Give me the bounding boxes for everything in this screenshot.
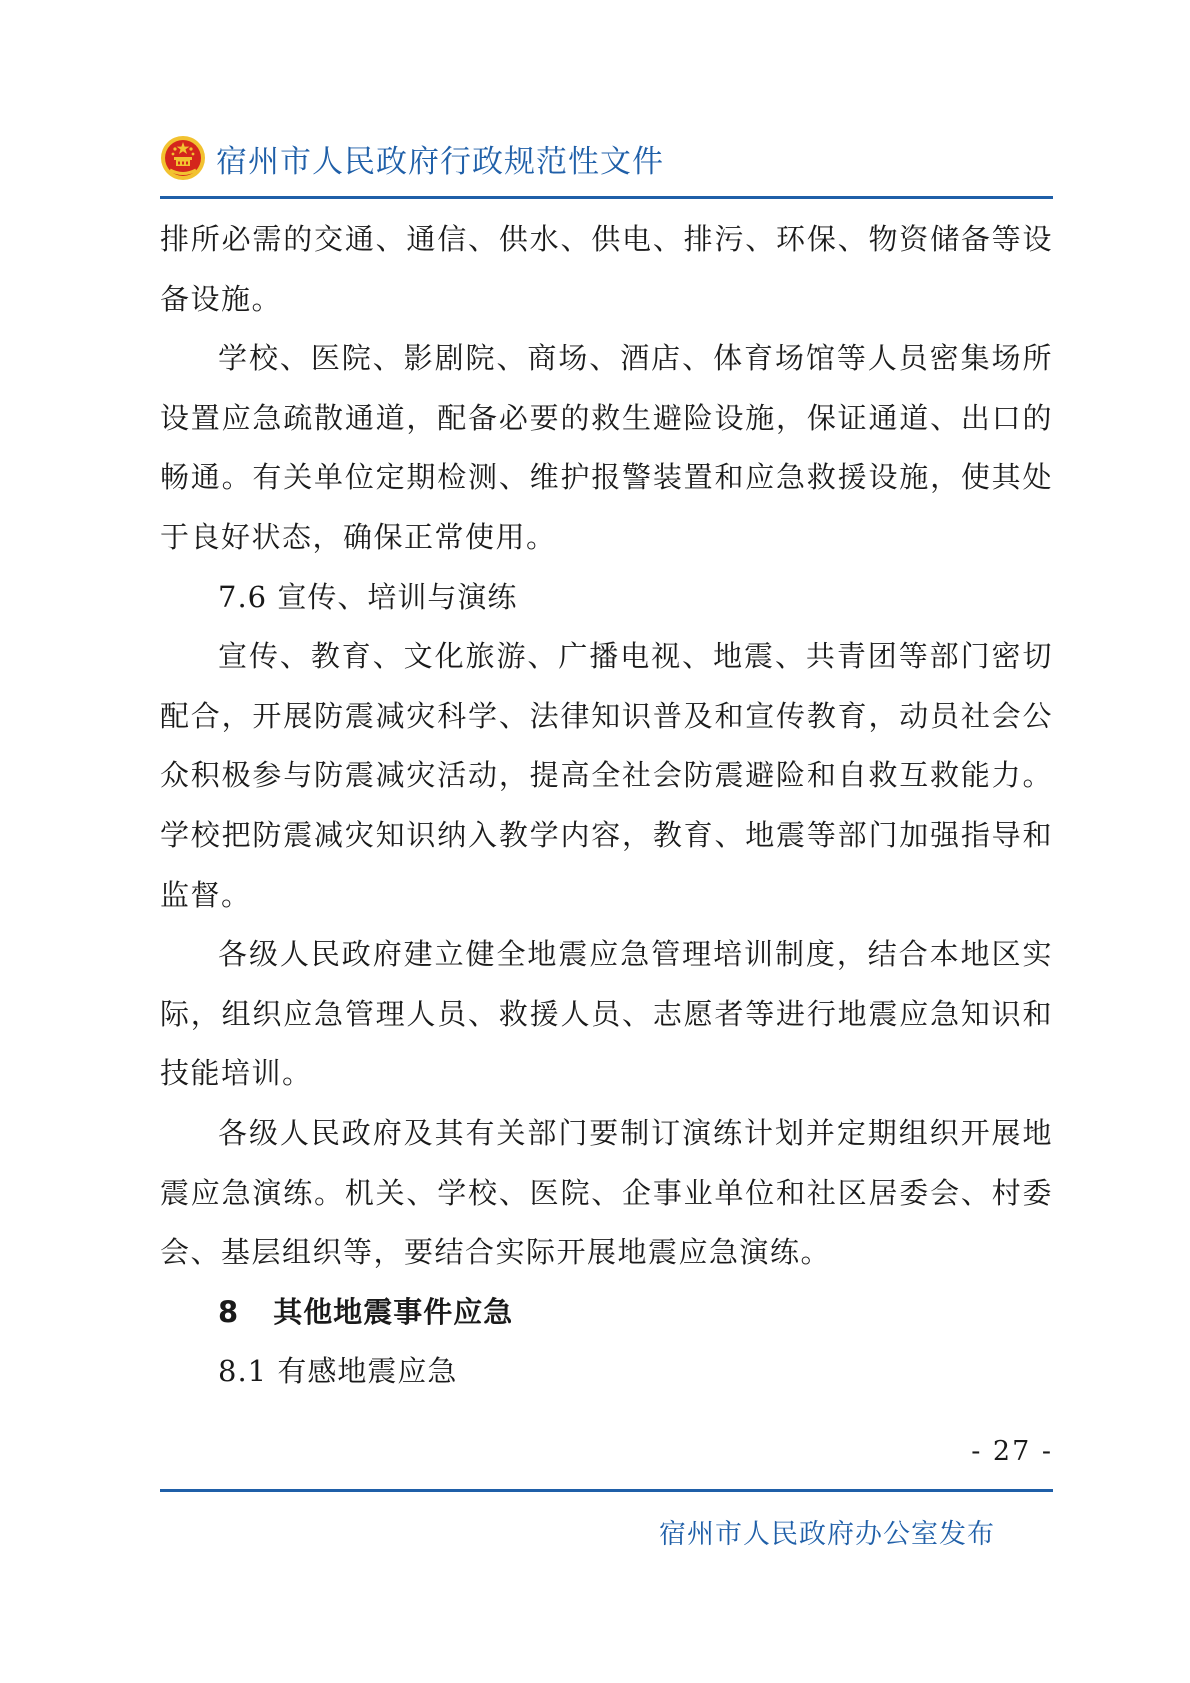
section-heading-7-6: 7.6 宣传、培训与演练 <box>218 579 518 614</box>
chapter-title: 其他地震事件应急 <box>273 1294 514 1329</box>
document-series-title: 宿州市人民政府行政规范性文件 <box>216 143 664 180</box>
chapter-heading-8 <box>160 1283 1053 1343</box>
page-number: - 27 - <box>971 1436 1053 1467</box>
paragraph: 各级人民政府及其有关部门要制订演练计划并定期组织开展地震应急演练。机关、学校、医院、企事业单位和社区居委会、村委会、基层组织等，要结合实际开展地震应急演练。 <box>160 1115 1053 1270</box>
header-divider <box>160 196 1053 199</box>
paragraph: 宣传、教育、文化旅游、广播电视、地震、共青团等部门密切配合，开展防震减灾科学、法律知识普及和宣传教育，动员社会公众积极参与防震减灾活动，提高全社会防震避险和自救互救能力。学校把防震减灾知识纳入教学内容，教育、地震等部门加强指导和监督。 <box>160 639 1053 912</box>
document-header <box>160 128 664 188</box>
paragraph: 学校、医院、影剧院、商场、酒店、体育场馆等人员密集场所设置应急疏散通道，配备必要的救生避险设施，保证通道、出口的畅通。有关单位定期检测、维护报警装置和应急救援设施，使其处于良好状态，确保正常使用。 <box>160 341 1053 554</box>
footer-divider <box>160 1489 1053 1492</box>
national-emblem-icon <box>160 135 206 181</box>
chapter-number: 8 <box>218 1294 240 1329</box>
paragraph: 各级人民政府建立健全地震应急管理培训制度，结合本地区实际，组织应急管理人员、救援人员、志愿者等进行地震应急知识和技能培训。 <box>160 937 1053 1091</box>
publisher-footer: 宿州市人民政府办公室发布 <box>659 1519 995 1550</box>
section-heading-8-1: 8.1 有感地震应急 <box>218 1354 458 1389</box>
document-body <box>160 210 1053 1402</box>
paragraph-continued: 排所必需的交通、通信、供水、供电、排污、环保、物资储备等设备设施。 <box>160 222 1053 316</box>
